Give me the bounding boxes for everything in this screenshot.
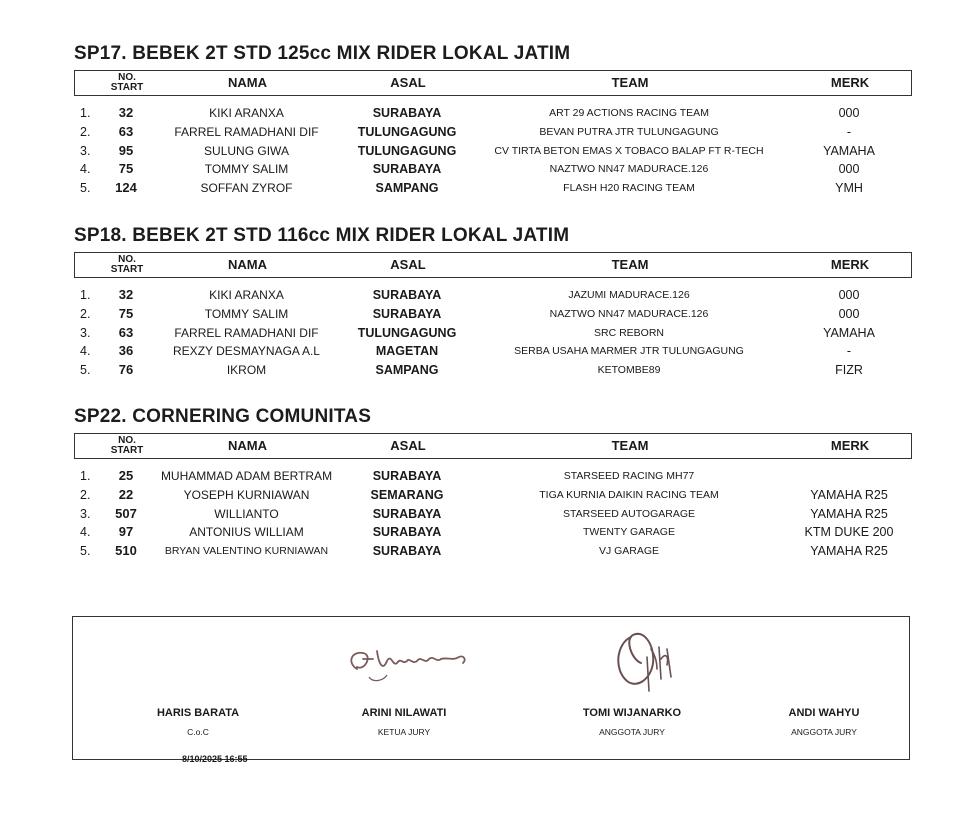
row-nama: WILLIANTO [214,506,279,521]
row-index: 1. [80,288,91,302]
row-team: NAZTWO NN47 MADURACE.126 [549,163,709,176]
row-asal: SURABAYA [372,506,442,521]
row-start-number: 36 [118,343,134,359]
table-row [74,542,914,561]
section-sp18 [74,224,914,380]
row-asal: SAMPANG [375,363,439,378]
row-start-number: 97 [118,524,134,540]
table-body [74,104,914,198]
table-row [74,286,914,305]
header-asal: ASAL [390,257,426,272]
row-merk: 000 [838,106,860,120]
signatory-role: C.o.C [187,727,209,737]
signatory-role: ANGGOTA JURY [791,727,857,737]
row-merk: YAMAHA R25 [810,487,888,502]
row-team: NAZTWO NN47 MADURACE.126 [549,307,709,320]
table-header [74,70,912,96]
row-team: KETOMBE89 [597,364,661,377]
row-team: STARSEED AUTOGARAGE [562,507,696,520]
row-merk: YAMAHA R25 [810,544,888,559]
row-merk: - [846,344,852,359]
row-merk: YAMAHA [823,143,875,158]
row-team: TWENTY GARAGE [583,526,675,539]
row-index: 4. [80,162,91,177]
row-nama: TOMMY SALIM [204,162,289,177]
table-row [74,361,914,380]
signature-tomi-image [601,619,691,699]
row-asal: MAGETAN [375,344,439,359]
row-nama: FARREL RAMADHANI DIF [174,124,319,139]
row-asal: SEMARANG [370,487,444,502]
row-nama: ANTONIUS WILLIAM [189,525,304,540]
signatory-andi [739,705,909,739]
row-nama: FARREL RAMADHANI DIF [174,325,319,340]
print-timestamp: 8/10/2025 16:55 [182,754,248,764]
signatory-tomi [547,705,717,739]
table-body [74,286,914,380]
row-nama: SULUNG GIWA [204,143,289,158]
signature-panel [72,616,910,760]
row-asal: SURABAYA [372,469,442,483]
row-team: JAZUMI MADURACE.126 [568,289,690,301]
row-team: SERBA USAHA MARMER JTR TULUNGAGUNG [514,345,744,358]
row-team: ART 29 ACTIONS RACING TEAM [549,107,709,119]
header-no-start: NO. START [110,254,144,275]
row-team: CV TIRTA BETON EMAS X TOBACO BALAP FT R-TECH [494,144,764,157]
row-start-number: 63 [118,123,134,139]
row-nama: KIKI ARANXA [209,106,284,120]
row-nama: YOSEPH KURNIAWAN [183,487,310,502]
table-row [74,123,914,142]
row-index: 4. [80,344,91,359]
row-index: 3. [80,143,91,158]
row-asal: SURABAYA [372,544,442,559]
row-asal: SURABAYA [372,106,442,120]
signatory-role: ANGGOTA JURY [599,727,665,737]
row-asal: TULUNGAGUNG [357,325,457,340]
row-team: STARSEED RACING MH77 [563,470,695,482]
section-sp17 [74,42,914,198]
section-sp22 [74,405,914,561]
row-index: 3. [80,325,91,340]
row-merk: 000 [838,288,860,302]
header-asal: ASAL [390,75,426,90]
row-asal: SURABAYA [372,162,442,177]
row-merk: YMH [835,181,863,196]
header-merk: MERK [830,75,870,90]
header-no-start: NO. START [110,435,144,456]
signature-arini-image [343,631,483,691]
row-start-number: 95 [118,142,134,158]
row-asal: TULUNGAGUNG [357,143,457,158]
row-asal: SURABAYA [372,525,442,540]
row-nama: IKROM [226,363,267,378]
header-no-start: NO. START [110,72,144,93]
section-title: SP18. BEBEK 2T STD 116cc MIX RIDER LOKAL JATIM [74,225,570,246]
header-merk: MERK [830,257,870,272]
header-nama: NAMA [228,257,267,272]
row-asal: SURABAYA [372,288,442,302]
header-merk: MERK [830,438,870,453]
row-start-number: 75 [118,161,134,177]
signatory-name: ANDI WAHYU [788,707,860,719]
row-merk: YAMAHA [823,325,875,340]
header-nama: NAMA [228,438,267,453]
table-row [74,160,914,179]
signatory-name: HARIS BARATA [156,707,240,719]
row-index: 1. [80,469,91,483]
signatory-arini [319,705,489,739]
row-start-number: 76 [118,362,134,378]
table-row [74,104,914,123]
row-merk: 000 [838,306,860,321]
table-row [74,342,914,361]
signatory-haris [113,705,283,739]
row-asal: TULUNGAGUNG [357,124,457,139]
row-merk: - [846,124,852,139]
table-row [74,505,914,524]
table-row [74,179,914,198]
row-start-number: 32 [118,105,134,120]
table-row [74,523,914,542]
row-asal: SURABAYA [372,306,442,321]
row-index: 2. [80,124,91,139]
row-index: 1. [80,106,91,120]
row-start-number: 25 [118,468,134,483]
row-start-number: 22 [118,486,134,502]
section-title: SP22. CORNERING COMUNITAS [74,406,372,427]
header-team: TEAM [611,75,649,90]
row-merk: KTM DUKE 200 [804,525,894,540]
row-start-number: 507 [115,505,137,521]
signatory-name: ARINI NILAWATI [361,707,447,719]
table-row [74,486,914,505]
row-nama: SOFFAN ZYROF [200,181,293,196]
header-asal: ASAL [390,438,426,453]
row-index: 2. [80,306,91,321]
row-merk: 000 [838,162,860,177]
row-asal: SAMPANG [375,181,439,196]
row-team: TIGA KURNIA DAIKIN RACING TEAM [539,488,719,501]
row-nama: KIKI ARANXA [209,288,284,302]
signatory-role: KETUA JURY [377,727,431,737]
row-start-number: 63 [118,324,134,340]
table-row [74,142,914,161]
row-index: 4. [80,525,91,540]
row-merk: FIZR [835,363,863,378]
row-nama: MUHAMMAD ADAM BERTRAM [160,469,333,483]
row-start-number: 124 [115,180,137,196]
header-nama: NAMA [228,75,267,90]
table-row [74,324,914,343]
row-nama: REXZY DESMAYNAGA A.L [173,344,320,359]
table-body [74,467,914,561]
row-index: 3. [80,506,91,521]
row-team: BEVAN PUTRA JTR TULUNGAGUNG [539,125,719,138]
row-index: 2. [80,487,91,502]
row-team: VJ GARAGE [598,545,660,558]
signatory-name: TOMI WIJANARKO [582,707,682,719]
table-row [74,467,914,486]
table-header [74,433,912,459]
row-nama: TOMMY SALIM [204,306,289,321]
row-start-number: 75 [118,305,134,321]
row-index: 5. [80,363,91,378]
row-start-number: 32 [118,287,134,302]
header-team: TEAM [611,438,649,453]
table-header [74,252,912,278]
row-index: 5. [80,544,91,559]
header-team: TEAM [611,257,649,272]
row-team: FLASH H20 RACING TEAM [563,182,695,195]
table-row [74,305,914,324]
section-title: SP17. BEBEK 2T STD 125cc MIX RIDER LOKAL JATIM [74,43,571,64]
row-team: SRC REBORN [593,326,664,339]
row-merk: YAMAHA R25 [810,506,888,521]
row-nama: BRYAN VALENTINO KURNIAWAN [164,545,329,558]
row-start-number: 510 [115,543,137,559]
row-index: 5. [80,181,91,196]
